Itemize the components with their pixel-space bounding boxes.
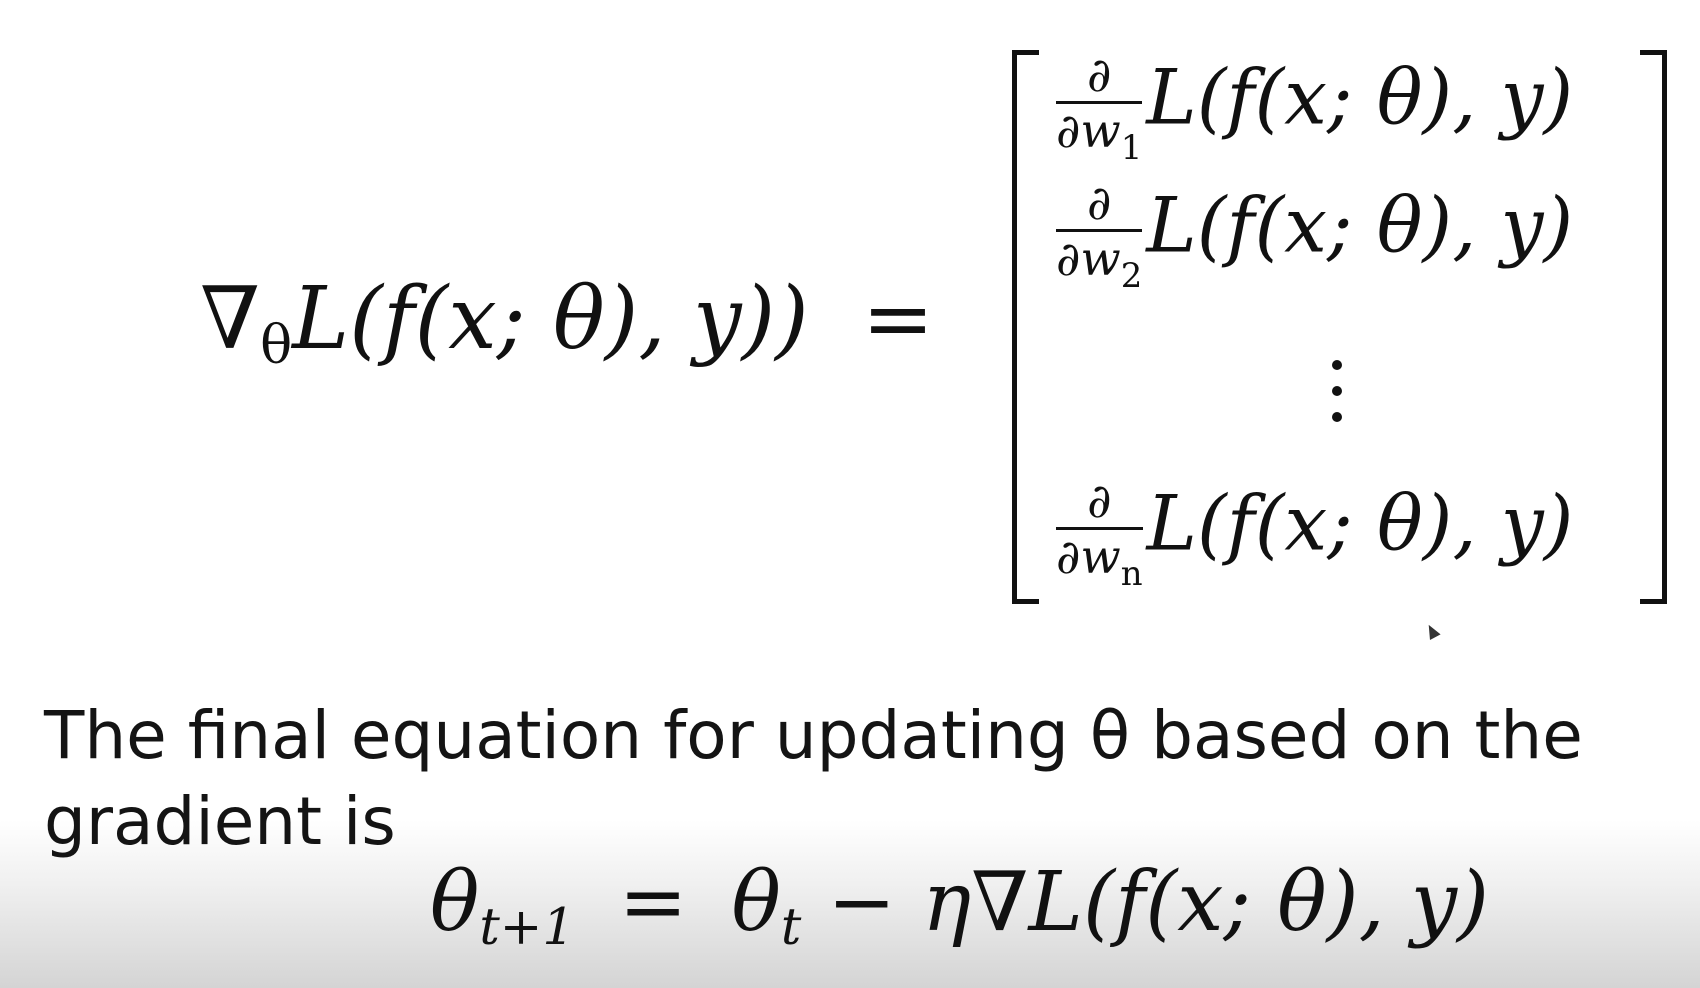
- vector-row-n: [1052, 474, 1574, 593]
- lhs-expression: L(f(x; θ), y)): [292, 269, 809, 369]
- update-equals-sign: =: [618, 855, 688, 950]
- nabla-symbol: ∇: [200, 269, 261, 369]
- partial-fraction-w1: [1056, 48, 1143, 167]
- fraction-numerator: ∂: [1056, 478, 1143, 530]
- denominator-text: ∂w: [1056, 530, 1121, 586]
- update-rhs: − η∇L(f(x; θ), y): [827, 855, 1490, 950]
- left-bracket: [1012, 50, 1039, 604]
- fraction-denominator: [1056, 232, 1143, 295]
- partial-fraction-wn: [1056, 474, 1143, 593]
- denominator-subscript: 2: [1120, 255, 1143, 295]
- denominator-subscript: 1: [1120, 127, 1143, 167]
- right-bracket: [1640, 50, 1667, 604]
- row-expression: L(f(x; θ), y): [1146, 52, 1574, 142]
- row-expression: L(f(x; θ), y): [1146, 478, 1574, 568]
- fraction-denominator: [1056, 530, 1143, 593]
- partial-fraction-w2: [1056, 176, 1143, 295]
- denominator-subscript: n: [1120, 553, 1143, 593]
- row-expression: L(f(x; θ), y): [1146, 180, 1574, 270]
- denominator-text: ∂w: [1056, 232, 1121, 288]
- vector-row-1: [1052, 48, 1574, 167]
- update-theta-subscript: [781, 897, 801, 956]
- update-lhs-theta: θ: [430, 855, 480, 950]
- theta-subscript-text: t: [780, 897, 802, 957]
- denominator-text: ∂w: [1056, 104, 1121, 160]
- vertical-ellipsis: [1332, 360, 1342, 438]
- update-theta: θ: [731, 855, 781, 950]
- vector-row-2: [1052, 176, 1574, 295]
- equals-sign: =: [862, 269, 935, 369]
- update-lhs-subscript: [479, 897, 574, 956]
- fraction-numerator: ∂: [1056, 180, 1142, 232]
- lhs-subscript-text: t+1: [479, 897, 575, 957]
- nabla-subscript: θ: [260, 313, 293, 376]
- explanation-text: The final equation for updating θ based on the gradient is: [44, 697, 1583, 860]
- fraction-numerator: ∂: [1056, 52, 1142, 104]
- mouse-pointer-icon: [1423, 622, 1440, 640]
- fraction-denominator: [1056, 104, 1143, 167]
- update-equation: [430, 855, 1490, 957]
- gradient-lhs: [200, 269, 809, 376]
